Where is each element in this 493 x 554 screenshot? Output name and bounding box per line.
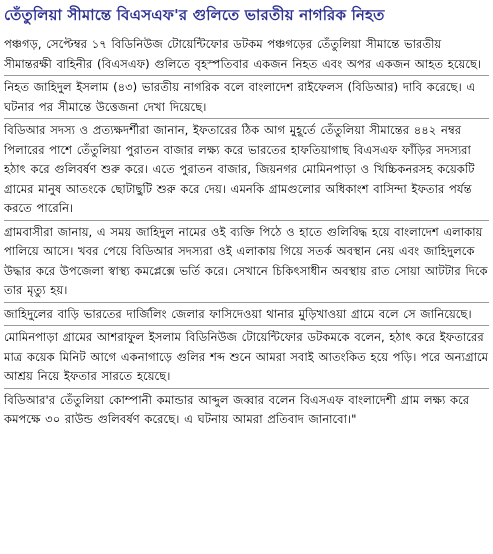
article-paragraph: গ্রামবাসীরা জানায়, এ সময় জাহিদুল নামের ওই ব্যক্তি পিঠে ও হাতে গুলিবিদ্ধ হয়ে বাংলাদেশ এলাকায় পালিয়ে আসে। খবর পেয়ে বিডিআর সদস্যরা ওই এলাকায় গিয়ে সতর্ক অবস্থান নেয় এবং জাহিদুলকে উদ্ধার করে উপজেলা স্বাস্থ্য কমপ্লেক্সে ভর্তি করে। সেখানে চিকিৎসাধীন অবস্থায় রাত সোয়া আটটার দিকে তার মৃত্যু হয়। <box>4 223 489 303</box>
article-paragraph: বিডিআর সদস্য ও প্রত্যক্ষদর্শীরা জানান, ইফতারের ঠিক আগ মুহূর্তে তেঁতুলিয়া সীমান্তের ৪৪২ নম্বর পিলারের পাশে তেঁতুলিয়া পুরাতন বাজার লক্ষ্য করে ভারতের হাফতিয়াগাছ বিএসএফ ফাঁড়ির সদস্যরা হঠাৎ করে গুলিবর্ষণ শুরু করে। এতে পুরাতন বাজার, জিয়নগর মোমিনপাড়া ও খিচ্চিকনরসহ কয়েকটি গ্রামের মানুষ আতংকে ছোটাছুটি শুরু করে দেয়। এমনকি গ্রামগুলোর অধিকাংশ বাসিন্দা ইফতার পর্যন্ত করতে পারেনি। <box>4 121 489 221</box>
article-paragraph: নিহত জাহিদুল ইসলাম (৪৩) ভারতীয় নাগরিক বলে বাংলাদেশ রাইফেলস (বিডিআর) দাবি করেছে। এ ঘটনার পর সীমান্তে উত্তেজনা দেখা দিয়েছে। <box>4 78 489 119</box>
article-headline: তেঁতুলিয়া সীমান্তে বিএসএফ'র গুলিতে ভারতীয় নাগরিক নিহত <box>4 6 385 24</box>
article-paragraph: মোমিনপাড়া গ্রামের আশরাফুল ইসলাম বিডিনিউজ টোয়েন্টিফোর ডটকমকে বলেন, হঠাৎ করে ইফতারের মাত্র কয়েক মিনিট আগে একনাগাড়ে গুলির শব্দ শুনে আমরা সবাই আতংকিত হয়ে পড়ি। পরে অন্যগ্রামে আশ্রয় নিয়ে ইফতার সারতে হয়েছে। <box>4 328 489 389</box>
article-paragraph: বিডিআর'র তেঁতুলিয়া কোম্পানী কমান্ডার আব্দুল জব্বার বলেন বিএসএফ বাংলাদেশী গ্রাম লক্ষ্য করে কমপক্ষে ৩০ রাউন্ড গুলিবর্ষণ করেছে। এ ঘটনায় আমরা প্রতিবাদ জানাবো।" <box>4 392 470 426</box>
article-paragraph: পঞ্চগড়, সেপ্টেম্বর ১৭ বিডিনিউজ টোয়েন্টিফোর ডটকম পঞ্চগড়ের তেঁতুলিয়া সীমান্তে ভারতীয় সীমান্তরক্ষী বাহিনীর (বিএসএফ) গুলিতে বৃহস্পতিবার একজন নিহত এবং অপর একজন আহত হয়েছে। <box>4 35 489 76</box>
article-paragraph: জাহিদুলের বাড়ি ভারতের দার্জিলিং জেলার ফাসিদেওয়া থানার মুড়িখাওয়া গ্রামে বলে সে জানিয়েছে। <box>4 305 489 327</box>
